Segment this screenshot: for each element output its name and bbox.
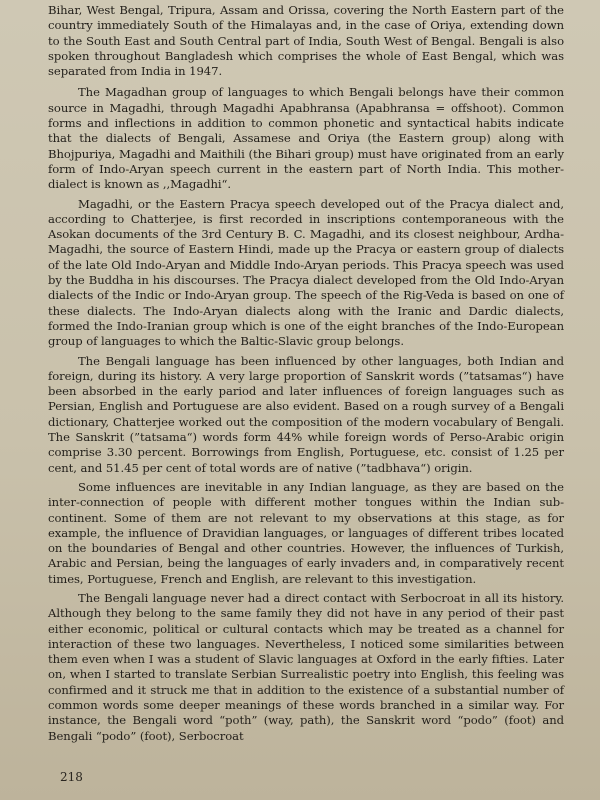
page-body xyxy=(48,3,564,748)
paragraph-language-influences: The Bengali language has been influenced by other languages, both Indian and foreign, during its history. A very large proportion of Sanskrit words (”tatsamas“) have been absorbed in the early pariod and later influences of foreign languages such as Persian, English and Portuguese are also evident. Based on a rough survey of a Bengali dictionary, Chatterjee worked out the composition of the modern vocabulary of Bengali. The Sanskrit (”tatsama“) words form 44% while foreign words of Perso-Arabic origin comprise 3.30 percent. Borrowings from English, Portuguese, etc. consist of 1.25 per cent, and 51.45 per cent of total words are of native (”tadbhava“) origin. xyxy=(48,353,564,475)
paragraph-serbocroat-contact: The Bengali language never had a direct contact with Serbocroat in all its history. Although they belong to the same family they did not have in any period of their past either economic, political or cultural contacts which may be treated as a channel for interaction of these two languages. Nevertheless, I noticed some similarities between them even when I was a student of Slavic languages at Oxford in the early fifties. Later on, when I started to translate Serbian Surrealistic poetry into English, this feeling was confirmed and it struck me that in addition to the existence of a substantial number of common words some deeper meanings of these words branched in a similar way. For instance, the Bengali word “poth” (way, path), the Sanskrit word “podo” (foot) and Bengali “podo” (foot), Serbocroat xyxy=(48,590,564,743)
paragraph-continuation: Bihar, West Bengal, Tripura, Assam and Orissa, covering the North Eastern part of the country immediately South of the Himalayas and, in the case of Oriya, extending down to the South East and South Central part of India, South West of Bengal. Bengali is also spoken throughout Bangladesh which comprises the whole of East Bengal, which was separated from India in 1947. xyxy=(48,3,564,79)
paragraph-pracya-speech: Magadhi, or the Eastern Pracya speech developed out of the Pracya dialect and, according to Chatterjee, is first recorded in inscriptions contemporaneous with the Asokan documents of the 3rd Century B. C. Magadhi, and its closest neighbour, Ardha-Magadhi, the source of Eastern Hindi, made up the Pracya or eastern group of dialects of the late Old Indo-Aryan and Middle Indo-Aryan periods. This Pracya speech was used by the Buddha in his discourses. The Pracya dialect developed from the Old Indo-Aryan dialects of the Indic or Indo-Aryan group. The speech of the Rig-Veda is based on one of these dialects. The Indo-Aryan dialects along with the Iranic and Dardic dialects, formed the Indo-Iranian group which is one of the eight branches of the Indo-European group of languages to which the Baltic-Slavic group belongs. xyxy=(48,196,564,349)
paragraph-magadhan-group: The Magadhan group of languages to which Bengali belongs have their common source in Magadhi, through Magadhi Apabhransa (Apabhransa = offshoot). Common forms and inflections in addition to common phonetic and syntactical habits indicate that the dialects of Bengali, Assamese and Oriya (the Eastern group) along with Bhojpuriya, Magadhi and Maithili (the Bihari group) must have originated from an early form of Indo-Aryan speech current in the eastern part of North India. This mother-dialect is known as ,,Magadhi“. xyxy=(48,85,564,192)
paragraph-inevitable-influences: Some influences are inevitable in any Indian language, as they are based on the inter-connection of people with different mother tongues within the Indian sub-continent. Some of them are not relevant to my observations at this stage, as for example, the influence of Dravidian languages, or languages of different tribes located on the boundaries of Bengal and other countries. However, the influences of Turkish, Arabic and Persian, being the languages of early invaders and, in comparatively recent times, Portuguese, French and English, are relevant to this investigation. xyxy=(48,479,564,586)
page-number: 218 xyxy=(60,770,83,784)
